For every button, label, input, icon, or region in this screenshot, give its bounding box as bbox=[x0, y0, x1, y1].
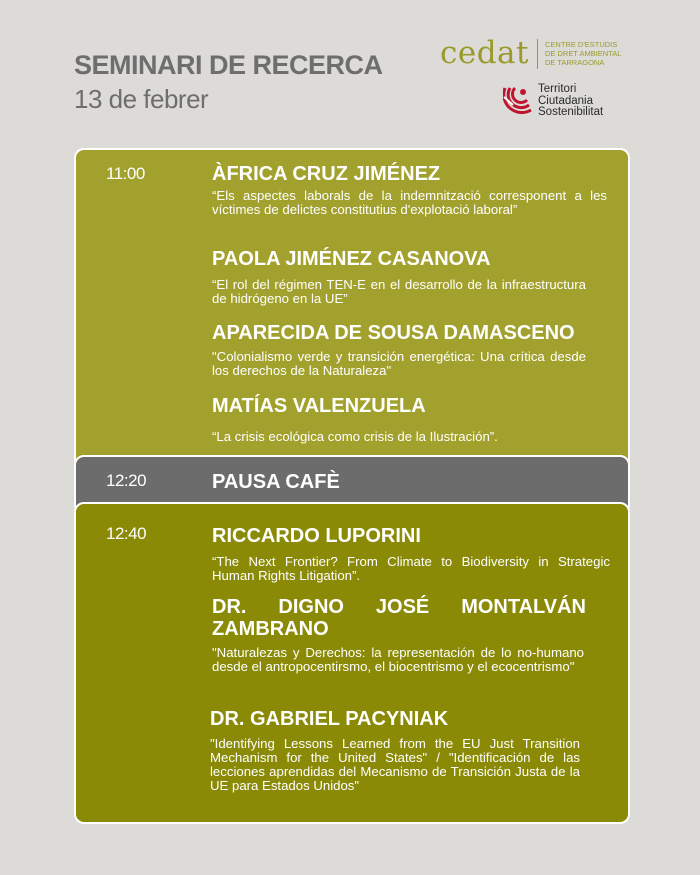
cedat-divider bbox=[537, 39, 538, 69]
session-card-morning bbox=[74, 148, 630, 474]
session-card-afternoon bbox=[74, 502, 630, 824]
tcs-emblem-icon bbox=[503, 84, 535, 114]
speaker-name: PAOLA JIMÉNEZ CASANOVA bbox=[212, 248, 491, 270]
talk-title: “El rol del régimen TEN-E en el desarrollo de la infraestructura de hidrógeno en la UE” bbox=[212, 277, 586, 306]
session-time: 11:00 bbox=[106, 164, 145, 183]
page-title: SEMINARI DE RECERCA bbox=[74, 50, 383, 80]
session-time: 12:40 bbox=[106, 524, 147, 543]
pause-label: PAUSA CAFÈ bbox=[212, 471, 340, 493]
talk-title: “Els aspectes laborals de la indemnització corresponent a les víctimes de delictes constitutius d'explotació laboral” bbox=[212, 188, 607, 217]
talk-title: “The Next Frontier? From Climate to Biodiversity in Strategic Human Rights Litigation”. bbox=[212, 554, 610, 583]
speaker-name: DR. DIGNO JOSÉ MONTALVÁN ZAMBRANO bbox=[212, 596, 586, 640]
talk-title: "Colonialismo verde y transición energética: Una crítica desde los derechos de la Naturaleza" bbox=[212, 349, 586, 378]
speaker-name: APARECIDA DE SOUSA DAMASCENO bbox=[212, 322, 575, 344]
tcs-name: Territori Ciutadania Sostenibilitat bbox=[538, 83, 604, 118]
cedat-subtitle: CENTRE D'ESTUDIS DE DRET AMBIENTAL DE TARRAGONA bbox=[545, 40, 622, 67]
speaker-name: ÀFRICA CRUZ JIMÉNEZ bbox=[212, 163, 441, 185]
speaker-name: MATÍAS VALENZUELA bbox=[212, 395, 426, 417]
session-time: 12:20 bbox=[106, 471, 147, 490]
cedat-logo bbox=[440, 35, 622, 71]
talk-title: “La crisis ecológica como crisis de la Ilustración”. bbox=[212, 429, 498, 444]
talk-title: "Identifying Lessons Learned from the EU Just Transition Mechanism for the United States" / "Identificación de las lecciones aprendidas del Mecanismo de Transición Justa de la UE para Estados Unidos" bbox=[210, 736, 580, 793]
page-date: 13 de febrer bbox=[74, 84, 209, 114]
speaker-name: RICCARDO LUPORINI bbox=[212, 525, 421, 547]
talk-title: "Naturalezas y Derechos: la representación de lo no-humano desde el antropocentirsmo, el biocentrismo y el ecocentrismo" bbox=[212, 645, 584, 674]
tcs-logo bbox=[503, 84, 603, 119]
cedat-wordmark: cedat bbox=[440, 35, 529, 71]
speaker-name: DR. GABRIEL PACYNIAK bbox=[210, 708, 449, 730]
